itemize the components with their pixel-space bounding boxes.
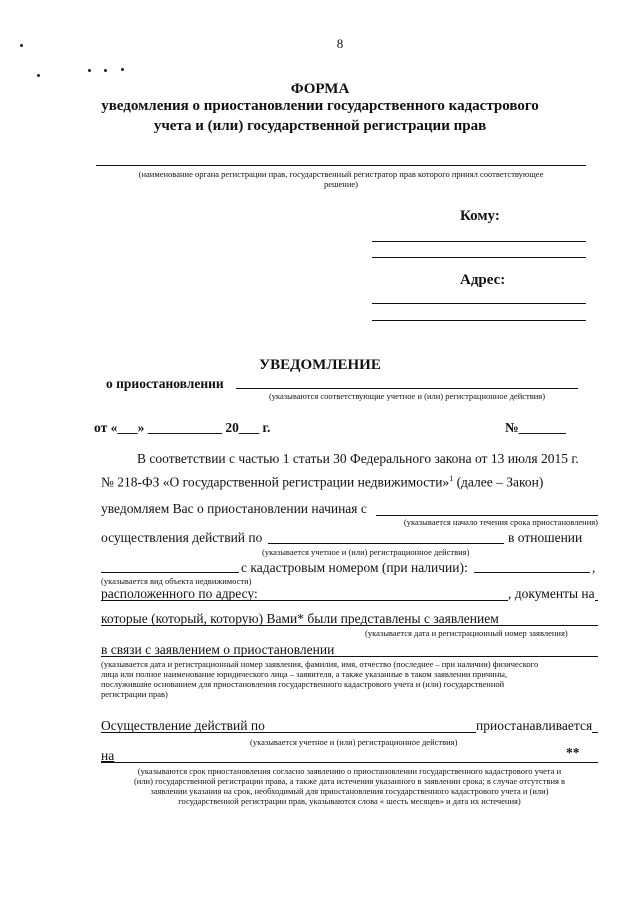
- number-field: №_______: [505, 420, 566, 435]
- suspended-suffix: приостанавливается: [476, 718, 593, 733]
- documents-text: , документы на: [508, 586, 595, 601]
- form-subtitle-line2: учета и (или) государственной регистрации прав: [153, 118, 487, 134]
- address-label: Адрес:: [460, 272, 506, 288]
- which-text: которые (который, которую) Вами* были представлены с заявлением: [101, 611, 499, 626]
- application-caption: (указывается дата и регистрационный номер заявления): [365, 628, 568, 638]
- scan-speck: [121, 68, 124, 71]
- located-text: расположенного по адресу:: [101, 586, 258, 601]
- object-type-line: [101, 572, 239, 573]
- page-number: 8: [336, 36, 344, 51]
- suspension-prefix: о приостановлении: [106, 376, 224, 391]
- actions-suffix: в отношении: [508, 530, 583, 545]
- paragraph-line-2: № 218-ФЗ «О государственной регистрации недвижимости»$^1$ (далее – Закон): [101, 474, 544, 490]
- reason-line: [101, 656, 598, 657]
- notice-heading: УВЕДОМЛЕНИЕ: [259, 357, 381, 373]
- start-date-caption: (указывается начало течения срока приостановления): [403, 517, 598, 527]
- actions-field-line: [268, 543, 504, 544]
- suspended-prefix: Осуществление действий по: [101, 718, 265, 733]
- period-line: [101, 762, 598, 763]
- suspension-caption: (указываются соответствующие учетное и (или) регистрационное действия): [268, 391, 546, 401]
- scan-speck: [88, 69, 91, 72]
- paragraph-line-1: В соответствии с частью 1 статьи 30 Федерального закона от 13 июля 2015 г.: [137, 451, 579, 466]
- application-line: [101, 625, 598, 626]
- on-text: на: [101, 748, 115, 763]
- start-date-line: [376, 515, 598, 516]
- authority-caption: (наименование органа регистрации прав, государственный регистратор прав которого принял соответствующее решение): [138, 169, 544, 189]
- form-subtitle-line1: уведомления о приостановлении государственного кадастрового: [101, 98, 539, 114]
- actions-caption: (указывается учетное и (или) регистрационное действия): [262, 547, 470, 557]
- authority-name-line: [96, 165, 586, 166]
- cadastral-field-line: [474, 572, 590, 573]
- to-field-line-1: [372, 241, 586, 242]
- double-star: **: [566, 745, 580, 760]
- cadastral-text: с кадастровым номером (при наличии):: [241, 560, 468, 575]
- suspended-actions-caption: (указывается учетное и (или) регистрационное действия): [250, 737, 458, 747]
- date-row: от «___» ___________ 20___ г.: [94, 420, 271, 435]
- suspension-field-line: [236, 388, 578, 389]
- to-field-line-2: [372, 257, 586, 258]
- form-title: ФОРМА: [290, 81, 350, 97]
- object-type-caption: (указывается вид объекта недвижимости): [101, 576, 252, 586]
- scan-speck: [37, 74, 40, 77]
- period-caption: (указываются срок приостановления согласно заявлению о приостановлении государственного кадастрового учета и (или) государственной регистрации права, а также дата истечения указанного в заявлении срока; в случае отсутствия в заявлении указания на срок, необходимый для приостановления государственного кадастрового учета и (или) государственной регистрации прав, указываются слова « шесть месяцев» и дата их истечения): [133, 766, 566, 806]
- notify-start-text: уведомляем Вас о приостановлении начиная с: [101, 501, 367, 516]
- scan-speck: [20, 44, 23, 47]
- in-connection-text: в связи с заявлением о приостановлении: [101, 642, 335, 657]
- address-field-line-1: [372, 303, 586, 304]
- address-field-line-2: [372, 320, 586, 321]
- scan-speck: [104, 69, 107, 72]
- to-label: Кому:: [460, 208, 500, 224]
- actions-prefix: осуществления действий по: [101, 530, 263, 545]
- cadastral-comma: ,: [592, 560, 596, 575]
- reason-caption: (указывается дата и регистрационный номер заявления, фамилия, имя, отчество (последнее – при наличии) физического лица или полное наименование юридического лица – заявителя, а также указанные в таком заявлении причины, послужившие основанием для приостановления государственного кадастрового учета и (или) государственной регистрации прав): [101, 659, 539, 699]
